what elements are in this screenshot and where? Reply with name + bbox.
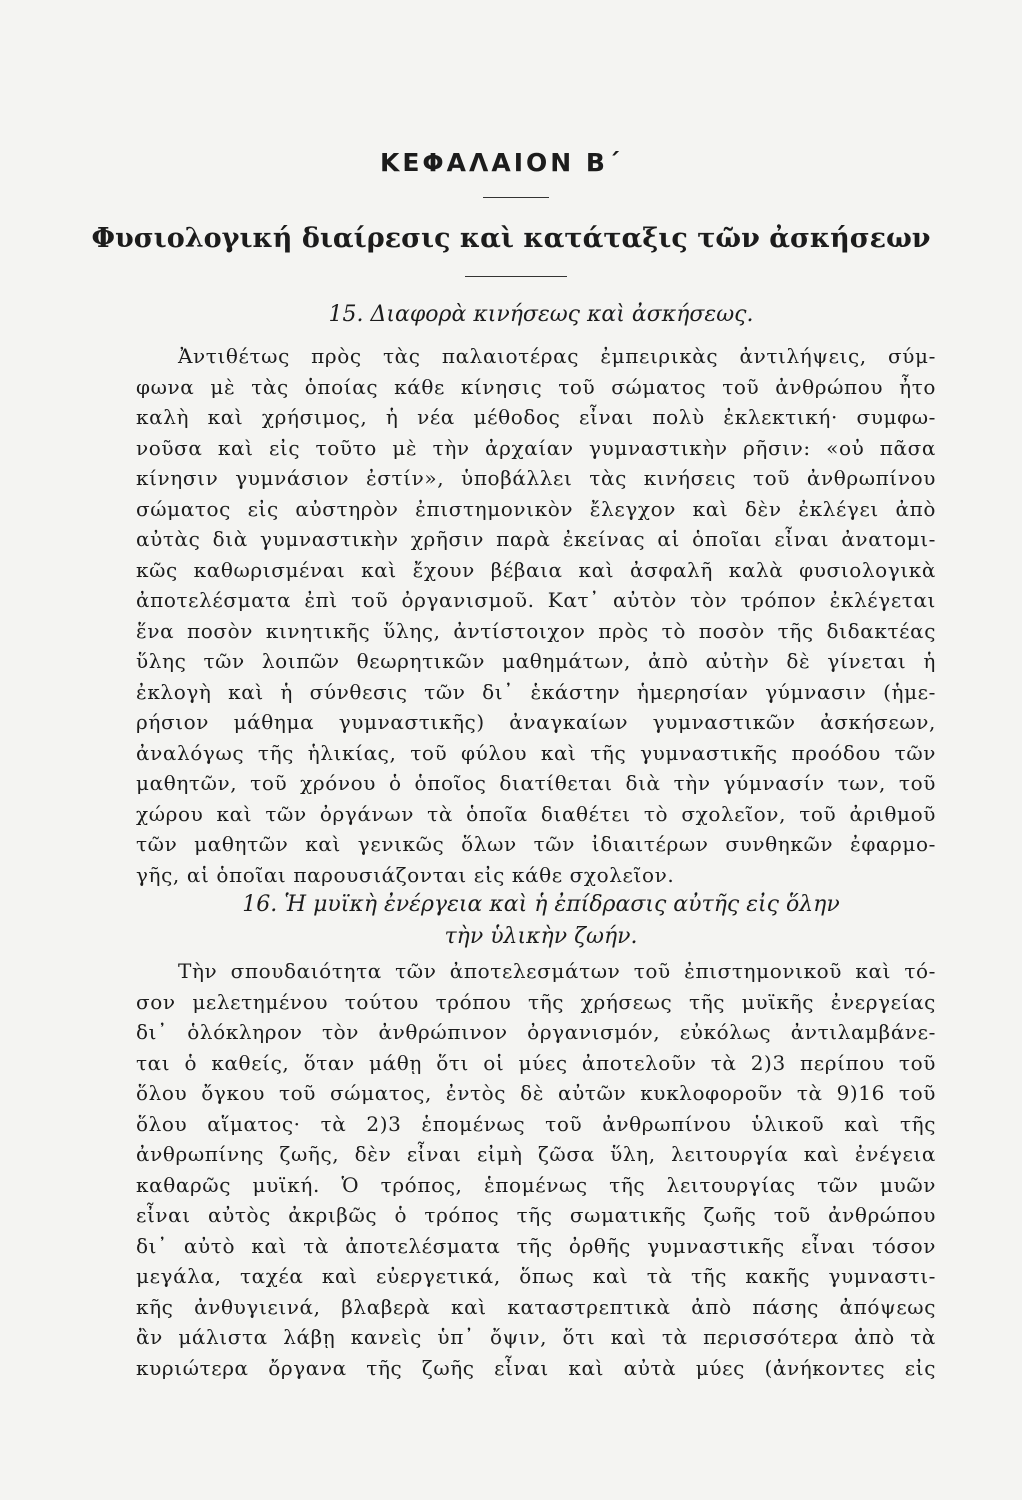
text-line: αὐτὰς διὰ γυμναστικὴν χρῆσιν παρὰ ἐκείνας αἱ ὁποῖαι εἶναι ἀνατομι- bbox=[136, 527, 936, 551]
text-line: ἕνα ποσὸν κινητικῆς ὕλης, ἀντίστοιχον πρὸς τὸ ποσὸν τῆς διδακτέας bbox=[136, 618, 936, 643]
text-line: ἐκλογὴ καὶ ἡ σύνθεσις τῶν δι᾽ ἑκάστην ἡμερησίαν γύμνασιν (ἡμε- bbox=[136, 679, 936, 704]
text-line: καλὴ καὶ χρήσιμος, ἡ νέα μέθοδος εἶναι πολὺ ἐκλεκτική· συμφω- bbox=[136, 405, 936, 429]
section-15-paragraph bbox=[136, 341, 936, 890]
section-15-heading: 15. Διαφορὰ κινήσεως καὶ ἀσκήσεως. bbox=[328, 302, 754, 327]
text-line: ὅλου αἵματος· τὰ 2)3 ἑπομένως τοῦ ἀνθρωπίνου ὑλικοῦ καὶ τῆς bbox=[136, 1111, 936, 1136]
text-line: ται ὁ καθείς, ὅταν μάθῃ ὅτι οἱ μύες ἀποτελοῦν τὰ 2)3 περίπου τοῦ bbox=[136, 1050, 936, 1075]
section-16-paragraph bbox=[136, 956, 936, 1383]
text-line: κίνησιν γυμνάσιον ἐστίν», ὑποβάλλει τὰς κινήσεις τοῦ ἀνθρωπίνου bbox=[136, 466, 936, 490]
text-line: μεγάλα, ταχέα καὶ εὐεργετικά, ὅπως καὶ τὰ τῆς κακῆς γυμναστι- bbox=[136, 1264, 936, 1288]
text-line: ἂν μάλιστα λάβῃ κανεὶς ὑπ᾽ ὄψιν, ὅτι καὶ τὰ περισσότερα ἀπὸ τὰ bbox=[136, 1325, 936, 1349]
text-line: κῶς καθωρισμέναι καὶ ἔχουν βέβαια καὶ ἀσφαλῆ καλὰ φυσιολογικὰ bbox=[136, 557, 936, 582]
section-16-heading-line: 16. Ἡ μυϊκὴ ἐνέργεια καὶ ἡ ἐπίδρασις αὐτῆς εἰς ὅλην bbox=[242, 892, 840, 917]
text-line: τῶν μαθητῶν καὶ γενικῶς ὅλων τῶν ἰδιαιτέρων συνθηκῶν ἐφαρμο- bbox=[136, 832, 936, 856]
text-line: ὅλου ὄγκου τοῦ σώματος, ἐντὸς δὲ αὐτῶν κυκλοφοροῦν τὰ 9)16 τοῦ bbox=[136, 1081, 936, 1105]
divider-rule bbox=[483, 197, 549, 198]
text-line: κῆς ἀνθυγιεινά, βλαβερὰ καὶ καταστρεπτικὰ ἀπὸ πάσης ἀπόψεως bbox=[136, 1294, 936, 1319]
page-title: Φυσιολογική διαίρεσις καὶ κατάταξις τῶν ἀσκήσεων bbox=[91, 223, 931, 254]
text-line: ἀναλόγως τῆς ἡλικίας, τοῦ φύλου καὶ τῆς γυμναστικῆς προόδου τῶν bbox=[136, 740, 936, 765]
text-line: δι᾽ ὁλόκληρον τὸν ἀνθρώπινον ὀργανισμόν, εὐκόλως ἀντιλαμβάνε- bbox=[136, 1020, 936, 1044]
text-line: ὕλης τῶν λοιπῶν θεωρητικῶν μαθημάτων, ἀπὸ αὐτὴν δὲ γίνεται ἡ bbox=[136, 649, 936, 673]
text-line: καθαρῶς μυϊκή. Ὁ τρόπος, ἑπομένως τῆς λειτουργίας τῶν μυῶν bbox=[136, 1172, 936, 1197]
text-line: ἀποτελέσματα ἐπὶ τοῦ ὀργανισμοῦ. Κατ᾽ αὐτὸν τὸν τρόπον ἐκλέγεται bbox=[136, 588, 936, 612]
text-line: δι᾽ αὐτὸ καὶ τὰ ἀποτελέσματα τῆς ὀρθῆς γυμναστικῆς εἶναι τόσον bbox=[136, 1233, 936, 1258]
divider-rule bbox=[465, 276, 567, 277]
section-16-heading bbox=[150, 889, 932, 953]
text-line: φωνα μὲ τὰς ὁποίας κάθε κίνησις τοῦ σώματος τοῦ ἀνθρώπου ἦτο bbox=[136, 374, 936, 399]
text-line: κυριώτερα ὄργανα τῆς ζωῆς εἶναι καὶ αὐτὰ μύες (ἀνήκοντες εἰς bbox=[136, 1355, 936, 1380]
text-line: γῆς, αἱ ὁποῖαι παρουσιάζονται εἰς κάθε σχολεῖον. bbox=[136, 862, 675, 887]
text-line: εἶναι αὐτὸς ἀκριβῶς ὁ τρόπος τῆς σωματικῆς ζωῆς τοῦ ἀνθρώπου bbox=[136, 1203, 936, 1227]
text-line: χώρου καὶ τῶν ὀργάνων τὰ ὁποῖα διαθέτει τὸ σχολεῖον, τοῦ ἀριθμοῦ bbox=[136, 801, 936, 826]
text-line: ἀνθρωπίνης ζωῆς, δὲν εἶναι εἰμὴ ζῶσα ὕλη, λειτουργία καὶ ἐνέγεια bbox=[136, 1142, 936, 1166]
chapter-heading: ΚΕΦΑΛΑΙΟΝ Β΄ bbox=[379, 148, 623, 177]
text-line: Ἀντιθέτως πρὸς τὰς παλαιοτέρας ἐμπειρικὰς ἀντιλήψεις, σύμ- bbox=[178, 344, 936, 368]
text-line: Τὴν σπουδαιότητα τῶν ἀποτελεσμάτων τοῦ ἐπιστημονικοῦ καὶ τό- bbox=[178, 959, 936, 983]
text-line: ρήσιον μάθημα γυμναστικῆς) ἀναγκαίων γυμναστικῶν ἀσκήσεων, bbox=[136, 710, 936, 734]
text-line: σον μελετημένου τούτου τρόπου τῆς χρήσεως τῆς μυϊκῆς ἐνεργείας bbox=[136, 989, 936, 1014]
text-line: μαθητῶν, τοῦ χρόνου ὁ ὁποῖος διατίθεται διὰ τὴν γύμνασίν των, τοῦ bbox=[136, 771, 936, 795]
text-line: σώματος εἰς αὐστηρὸν ἐπιστημονικὸν ἔλεγχον καὶ δὲν ἐκλέγει ἀπὸ bbox=[136, 496, 936, 521]
text-line: νοῦσα καὶ εἰς τοῦτο μὲ τὴν ἀρχαίαν γυμναστικὴν ρῆσιν: «οὐ πᾶσα bbox=[136, 435, 936, 460]
section-16-heading-line: τὴν ὑλικὴν ζωήν. bbox=[444, 924, 638, 949]
